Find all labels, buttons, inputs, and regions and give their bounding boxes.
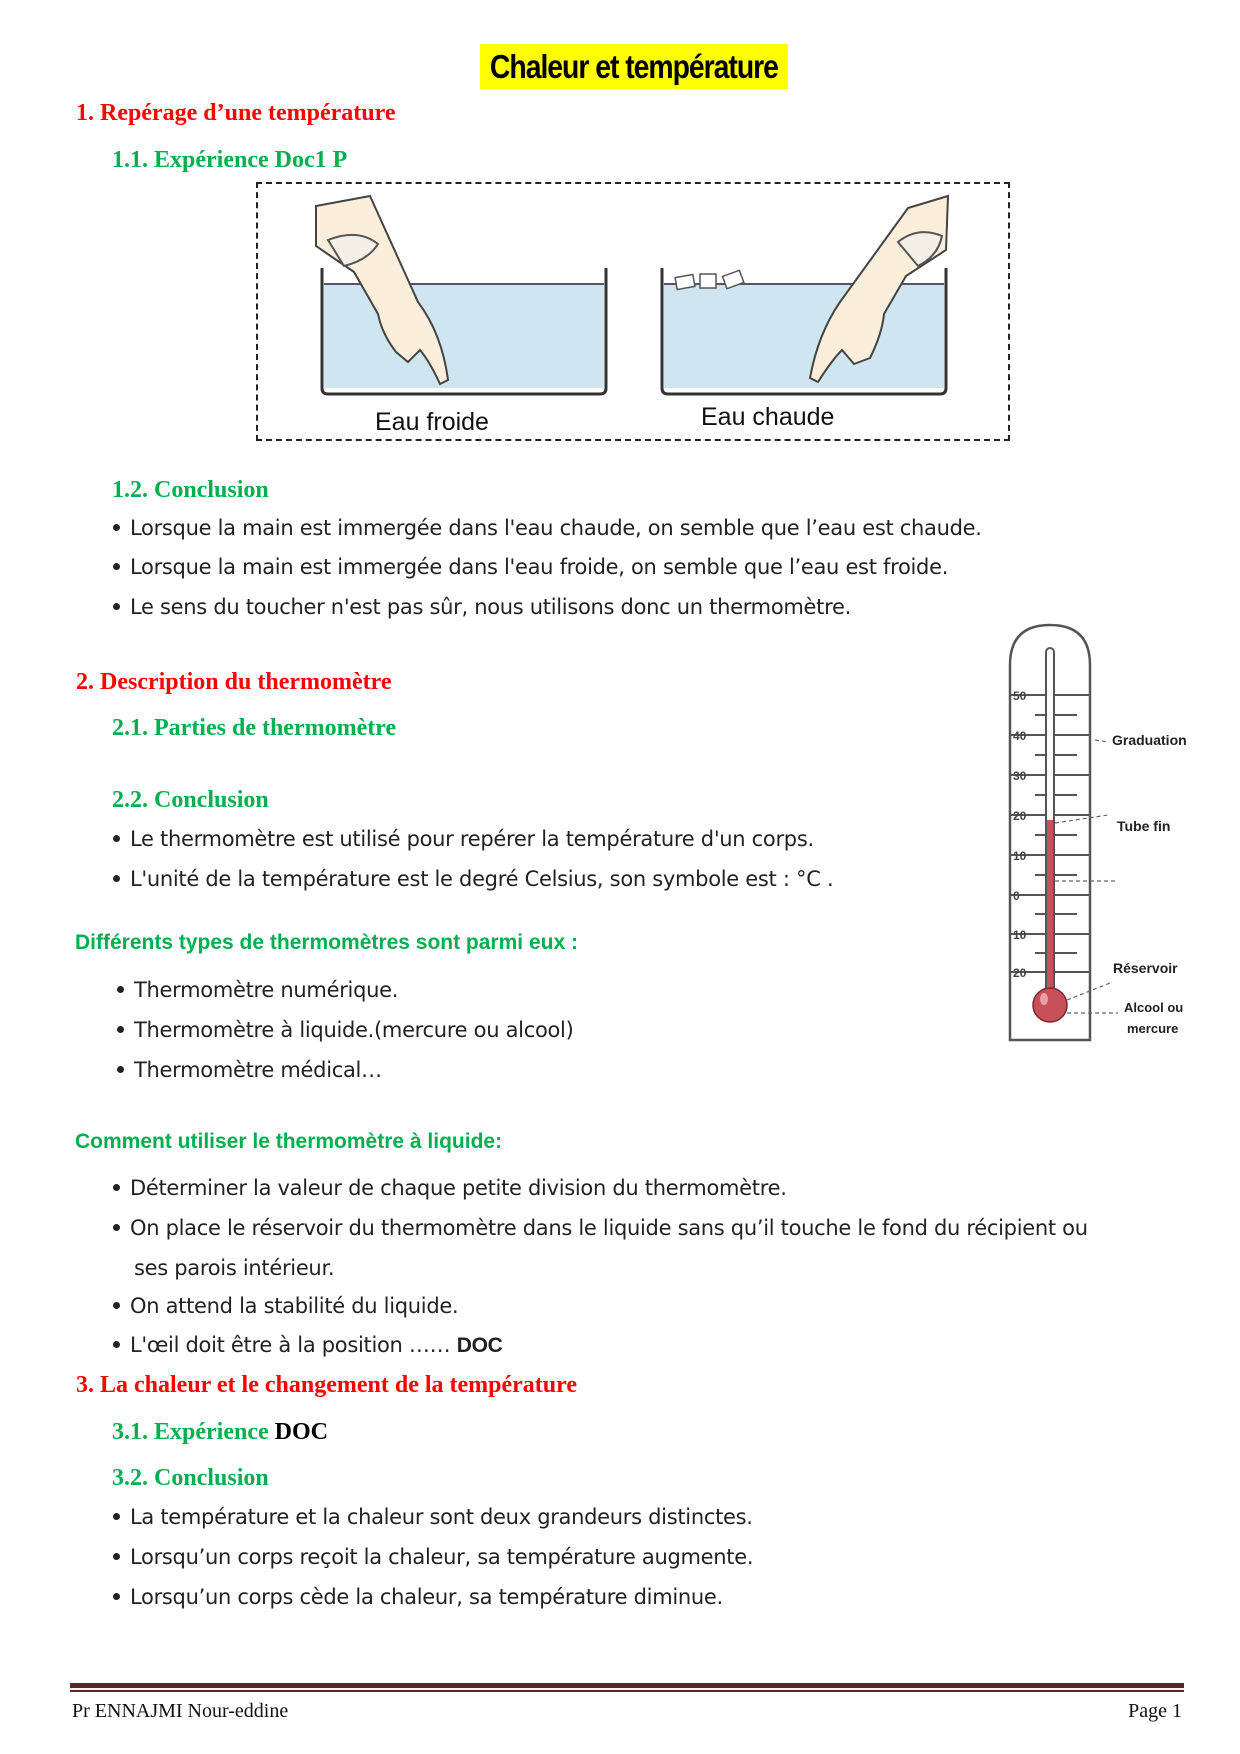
section-1-heading: 1. Repérage d’une température <box>76 100 396 126</box>
conclusion-1-bullet: Lorsque la main est immergée dans l'eau froide, on semble que l’eau est froide. <box>113 552 948 582</box>
figure-label-hot-water: Eau chaude <box>701 403 835 431</box>
bullet-icon <box>113 524 120 531</box>
thermometer-diagram <box>1005 620 1240 1050</box>
usage-item: L'œil doit être à la position …… DOC <box>113 1330 502 1361</box>
footer-page-number: Page 1 <box>1128 1700 1182 1722</box>
usage-heading: Comment utiliser le thermomètre à liquide: <box>75 1130 503 1153</box>
graduation-label: Graduation <box>1112 732 1187 748</box>
bullet-icon <box>113 1184 120 1191</box>
thermometer-types-heading: Différents types de thermomètres sont parmi eux : <box>75 931 578 954</box>
doc-reference: DOC <box>456 1334 503 1357</box>
thermometer-icon <box>1005 620 1240 1050</box>
bullet-icon <box>117 1026 124 1033</box>
bullet-icon <box>113 835 120 842</box>
doc-reference: DOC <box>274 1419 328 1445</box>
conclusion-1-bullet: Lorsque la main est immergée dans l'eau chaude, on semble que l’eau est chaude. <box>113 513 982 543</box>
hands-in-water-illustration <box>258 184 1008 439</box>
section-3-2-heading: 3.2. Conclusion <box>112 1465 269 1491</box>
conclusion-1-bullet: Le sens du toucher n'est pas sûr, nous utilisons donc un thermomètre. <box>113 592 851 622</box>
section-1-2-heading: 1.2. Conclusion <box>112 477 269 503</box>
bullet-icon <box>117 1066 124 1073</box>
bullet-icon <box>113 1593 120 1600</box>
thermometer-type-item: Thermomètre à liquide.(mercure ou alcool) <box>117 1015 574 1045</box>
tube-label: Tube fin <box>1117 818 1171 834</box>
footer-rule <box>70 1683 1184 1688</box>
usage-item: On place le réservoir du thermomètre dans le liquide sans qu’il touche le fond du récipient ou <box>113 1213 1088 1243</box>
bullet-icon <box>113 1302 120 1309</box>
footer-author: Pr ENNAJMI Nour-eddine <box>72 1700 289 1722</box>
conclusion-3-bullet: La température et la chaleur sont deux grandeurs distinctes. <box>113 1502 753 1532</box>
conclusion-2-bullet: L'unité de la température est le degré Celsius, son symbole est : °C . <box>113 864 833 894</box>
bullet-icon <box>113 1513 120 1520</box>
experiment-figure <box>256 182 1010 441</box>
bullet-icon <box>113 1553 120 1560</box>
bullet-icon <box>113 603 120 610</box>
section-2-2-heading: 2.2. Conclusion <box>112 787 269 813</box>
section-2-1-heading: 2.1. Parties de thermomètre <box>112 715 397 741</box>
reservoir-label: Réservoir <box>1113 960 1178 976</box>
bullet-icon <box>113 1224 120 1231</box>
conclusion-3-bullet: Lorsqu’un corps cède la chaleur, sa température diminue. <box>113 1582 723 1612</box>
bullet-icon <box>113 875 120 882</box>
conclusion-3-bullet: Lorsqu’un corps reçoit la chaleur, sa température augmente. <box>113 1542 753 1572</box>
page-title: Chaleur et température <box>480 44 788 89</box>
figure-label-cold-water: Eau froide <box>375 408 489 436</box>
thermometer-type-item: Thermomètre numérique. <box>117 975 398 1005</box>
bullet-icon <box>117 986 124 993</box>
footer-rule-thin <box>70 1690 1184 1692</box>
liquid-label-line2: mercure <box>1127 1021 1179 1036</box>
thermometer-type-item: Thermomètre médical… <box>117 1055 382 1085</box>
thermometer-scale: 50 40 30 20 10 0 10 20 <box>1013 689 1027 980</box>
section-2-heading: 2. Description du thermomètre <box>76 669 392 695</box>
usage-item-continuation: ses parois intérieur. <box>134 1256 335 1280</box>
section-3-1-heading: 3.1. Expérience DOC <box>112 1419 328 1445</box>
liquid-label-line1: Alcool ou <box>1124 1000 1184 1015</box>
bullet-icon <box>113 1341 120 1348</box>
usage-item: On attend la stabilité du liquide. <box>113 1291 458 1321</box>
section-3-heading: 3. La chaleur et le changement de la température <box>76 1372 578 1398</box>
bullet-icon <box>113 563 120 570</box>
conclusion-2-bullet: Le thermomètre est utilisé pour repérer la température d'un corps. <box>113 824 814 854</box>
section-1-1-heading: 1.1. Expérience Doc1 P <box>112 147 348 173</box>
usage-item: Déterminer la valeur de chaque petite division du thermomètre. <box>113 1173 787 1203</box>
